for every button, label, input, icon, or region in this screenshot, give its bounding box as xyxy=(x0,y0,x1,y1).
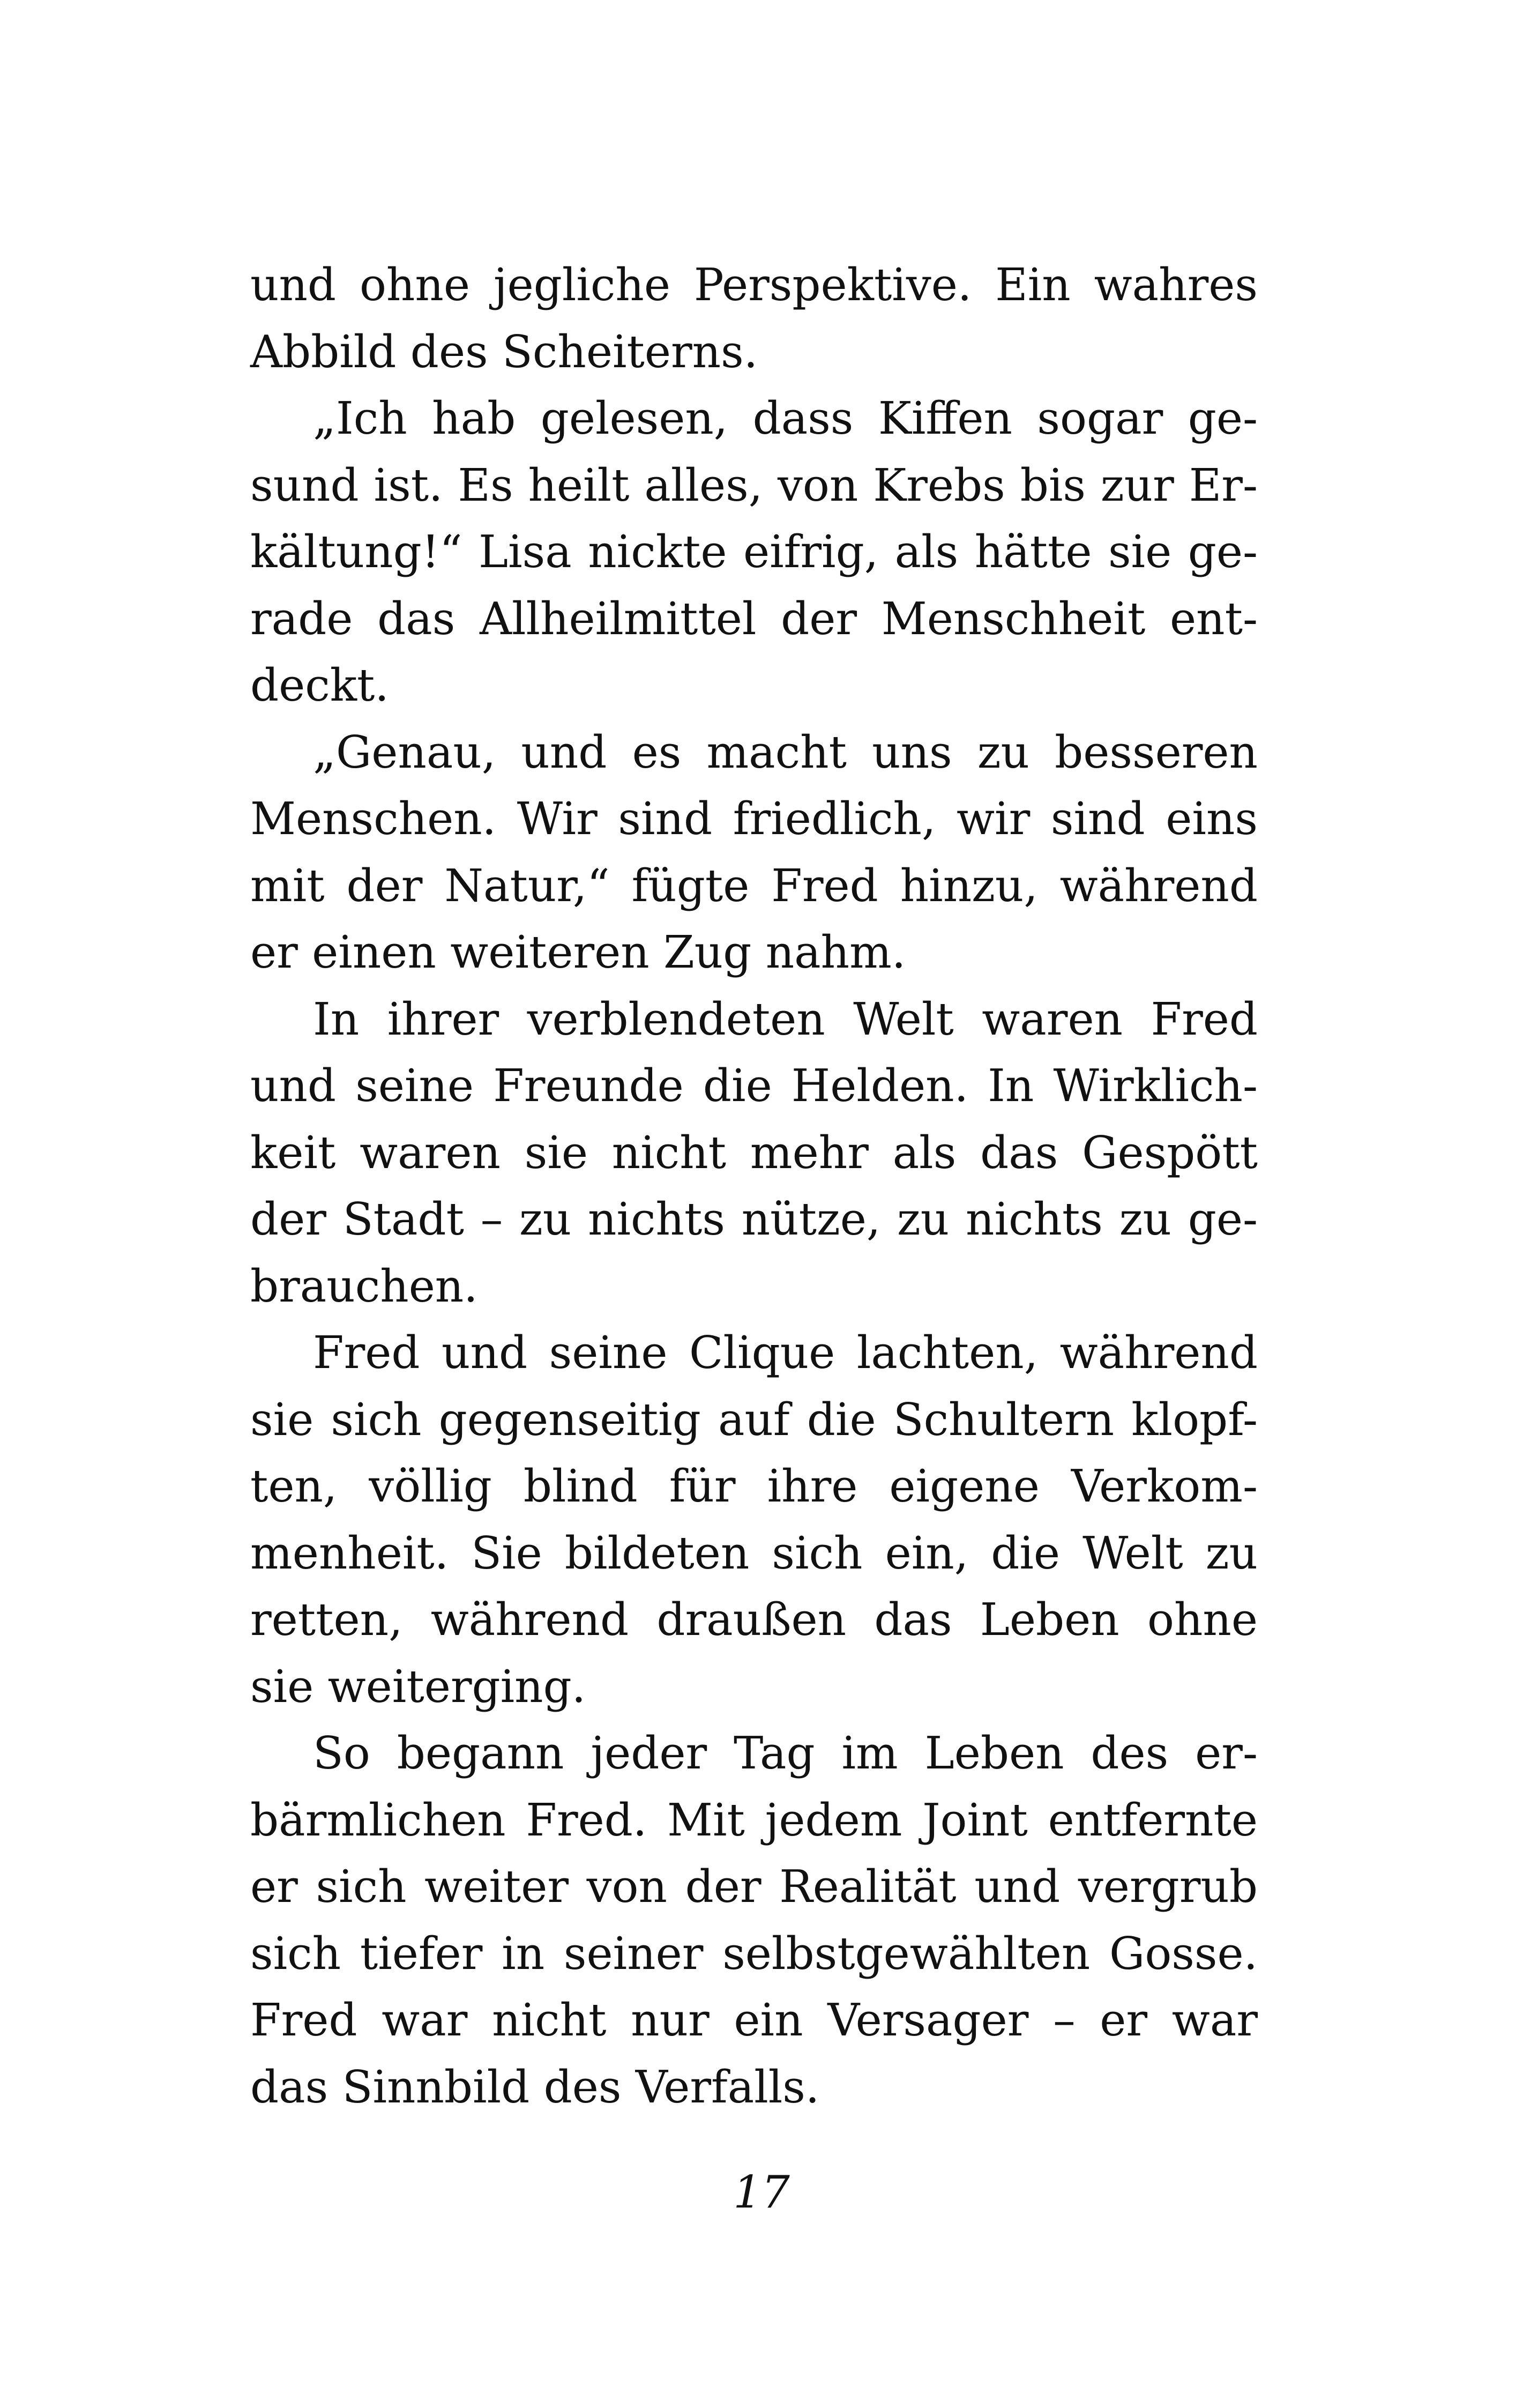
text-line: der Stadt – zu nichts nütze, zu nichts zu ge- xyxy=(250,1193,1258,1245)
text-line: „Genau, und es macht uns zu besseren xyxy=(313,726,1258,778)
body-text xyxy=(250,252,1258,2121)
text-line: Fred war nicht nur ein Versager – er war xyxy=(250,1994,1258,2046)
text-line: er einen weiteren Zug nahm. xyxy=(250,926,906,978)
text-line: Abbild des Scheiterns. xyxy=(250,325,758,378)
text-line: sich tiefer in seiner selbstgewählten Gosse. xyxy=(250,1927,1258,1980)
text-line: kältung!“ Lisa nickte eifrig, als hätte sie ge- xyxy=(250,526,1258,578)
page-number: 17 xyxy=(733,2166,790,2218)
paragraph xyxy=(250,986,1258,1320)
text-line: Menschen. Wir sind friedlich, wir sind eins xyxy=(250,793,1258,845)
text-line: Fred und seine Clique lachten, während xyxy=(313,1327,1258,1379)
text-line: sie weiterging. xyxy=(250,1660,586,1713)
text-line: In ihrer verblendeten Welt waren Fred xyxy=(313,993,1258,1045)
text-line: und ohne jegliche Perspektive. Ein wahres xyxy=(250,259,1258,311)
text-line: keit waren sie nicht mehr als das Gespött xyxy=(250,1126,1258,1179)
paragraph xyxy=(250,1320,1258,1720)
text-line: brauchen. xyxy=(250,1260,478,1312)
paragraph xyxy=(250,252,1258,385)
text-line: bärmlichen Fred. Mit jedem Joint entfernte xyxy=(250,1794,1258,1846)
text-line: das Sinnbild des Verfalls. xyxy=(250,2061,820,2113)
text-line: sie sich gegenseitig auf die Schultern klopf- xyxy=(250,1393,1258,1446)
text-line: rade das Allheilmittel der Menschheit ent- xyxy=(250,592,1258,645)
text-line: menheit. Sie bildeten sich ein, die Welt zu xyxy=(250,1527,1258,1579)
text-line: „Ich hab gelesen, dass Kiffen sogar ge- xyxy=(313,392,1258,444)
text-line: deckt. xyxy=(250,659,389,711)
text-line: mit der Natur,“ fügte Fred hinzu, während xyxy=(250,859,1258,912)
paragraph xyxy=(250,1720,1258,2121)
paragraph xyxy=(250,385,1258,719)
text-line: er sich weiter von der Realität und vergrub xyxy=(250,1861,1258,1913)
text-line: retten, während draußen das Leben ohne xyxy=(250,1594,1258,1646)
paragraph xyxy=(250,719,1258,986)
text-line: und seine Freunde die Helden. In Wirklich- xyxy=(250,1060,1258,1112)
text-line: ten, völlig blind für ihre eigene Verkom- xyxy=(250,1460,1258,1512)
text-line: sund ist. Es heilt alles, von Krebs bis zur Er- xyxy=(250,459,1258,511)
text-line: So begann jeder Tag im Leben des er- xyxy=(313,1727,1258,1779)
